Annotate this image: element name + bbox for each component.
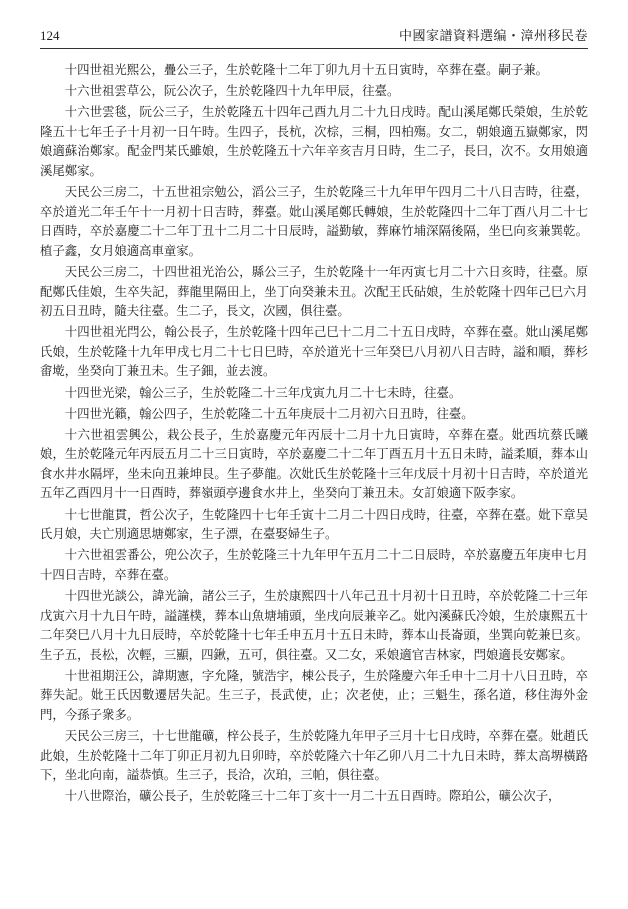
paragraph: 十八世際治，礦公長子，生於乾隆三十二年丁亥十一月二十五日酉時。際珀公，礦公次子， — [64, 788, 561, 804]
paragraph: 十世祖期汪公，諱期憲，字允隆，號浩宇，棟公長子，生於隆慶六年壬申十二月十八日丑時，卒葬失記。妣王氏因數遷居失記。生三子，長武使，止；次老使，止；三魁生，孫名道，移住海外金門，今孫子衆多。 — [40, 667, 588, 722]
paragraph: 十六世祖雲草公，阮公次子，生於乾隆四十九年甲辰，往臺。 — [64, 83, 400, 99]
body-text — [40, 60, 588, 901]
paragraph: 十四世光籟，翰公四子，生於乾隆二十五年庚辰十二月初六日丑時，往臺。 — [64, 405, 474, 421]
paragraph: 十七世龍貫，哲公次子，生乾隆四十七年壬寅十二月二十四日戌時，往臺，卒葬在臺。妣下章吴氏月娘，夫亡別適思塘鄭家，生子漂，在臺娶婦生子。 — [40, 506, 588, 542]
header-rule — [40, 48, 588, 49]
paragraph: 十四世祖光熙公，疊公三子，生於乾隆十二年丁卯九月十五日寅時，卒葬在臺。嗣子兼。 — [64, 62, 549, 77]
paragraph: 十四世祖光閂公，翰公長子，生於乾隆十四年己巳十二月二十五日戌時，卒葬在臺。妣山溪尾鄭氏娘，生於乾隆十九年甲戌七月二十七日巳時，卒於道光十三年癸巳八月初八日吉時，謚和順，葬杉畬墘，坐癸向丁兼丑未。生子鈿，並去渡。 — [40, 324, 588, 379]
paragraph: 十六世祖雲興公，栽公長子，生於嘉慶元年丙辰十二月十九日寅時，卒葬在臺。妣西坑蔡氏曦娘，生於乾隆元年丙辰五月二十三日寅時，卒於嘉慶二十二年丁酉五月十五日未時，謚柔順，葬本山食水井水隔坪，坐未向丑兼坤艮。生子夢龍。次妣氏生於乾隆十三年戊辰十月初十日吉時，卒於道光五年乙酉四月十一日酉時，葬嶺頭亭邊食水井上，坐癸向丁兼丑未。女訂娘適下阪李家。 — [40, 426, 588, 501]
paragraph: 十四世光梁，翰公三子，生於乾隆二十三年戊寅九月二十七未時，往臺。 — [64, 384, 462, 400]
book-title: 中國家譜資料選编・漳州移民卷 — [398, 29, 588, 44]
page-header — [40, 26, 588, 44]
paragraph: 天民公三房二，十四世祖光治公，縣公三子，生於乾隆十一年丙寅七月二十六日亥時，往臺。原配鄭氏佳娘，生卒失記，葬龍里隔田上，坐丁向癸兼未丑。次配王氏砧娘，生於乾隆十四年己巳六月初五日丑時，隨夫往臺。生二子，長文，次國，俱往臺。 — [40, 263, 588, 319]
paragraph: 十四世光談公，諱光論，諸公三子，生於康熙四十八年己丑十月初十日丑時，卒於乾隆二十三年戊寅六月十九日午時，謚謹樸，葬本山魚塘埔頭，坐戌向辰兼辛乙。妣內溪蘇氏冷娘，生於康熙五十二年癸巳八月十九日辰時，卒於乾隆十七年壬申五月十五日未時，葬本山長崙頭，坐巽向乾兼巳亥。生子五，長松，次輕，三顯，四鍬，五可，俱往臺。又二女，釆娘適官吉林家，閂娘適長安鄭家。 — [40, 587, 588, 662]
paragraph: 天民公三房三，十七世龍礦，梓公長子，生於乾隆九年甲子三月十七日戌時，卒葬在臺。妣趙氏此娘，生於乾隆十二年丁卯正月初九日卯時，卒於乾隆六十年乙卯八月二十九日未時，葬太高堺橫路下，坐北向南，謚恭慎。生三子，長洽，次珀，三帕，俱往臺。 — [40, 728, 588, 783]
paragraph: 十六世雲毯，阮公三子，生於乾隆五十四年己酉九月二十九日戌時。配山溪尾鄭氏榮娘，生於乾隆五十七年壬子十月初一日午時。生四子，長杭，次棕，三桐，四柏殤。女二，朝娘適五嶽鄭家，閃娘適蘇治鄭家。配金門某氏雖娘，生於乾隆五十六年辛亥吉月日時，生二子，長曰，次不。女用娘適溪尾鄭家。 — [40, 104, 588, 178]
paragraph: 十六世祖雲番公，兜公次子，生於乾隆三十九年甲午五月二十二日辰時，卒於嘉慶五年庚申七月十四日吉時，卒葬在臺。 — [40, 547, 588, 582]
paragraph: 天民公三房二，十五世祖宗勉公，滔公三子，生於乾隆三十九年甲午四月二十八日吉時，往臺，卒於道光二年壬午十一月初十日吉時，葬臺。妣山溪尾鄭氏轉娘，生於乾隆四十二年丁酉八月二十七日酉時，卒於嘉慶二十二年丁丑十二月二十日辰時，謚勤敏，葬麻竹埔深隔後隔，坐巳向亥兼巽乾。植子鑫，女月娘適高車童家。 — [40, 184, 588, 258]
page-number: 124 — [40, 28, 60, 43]
